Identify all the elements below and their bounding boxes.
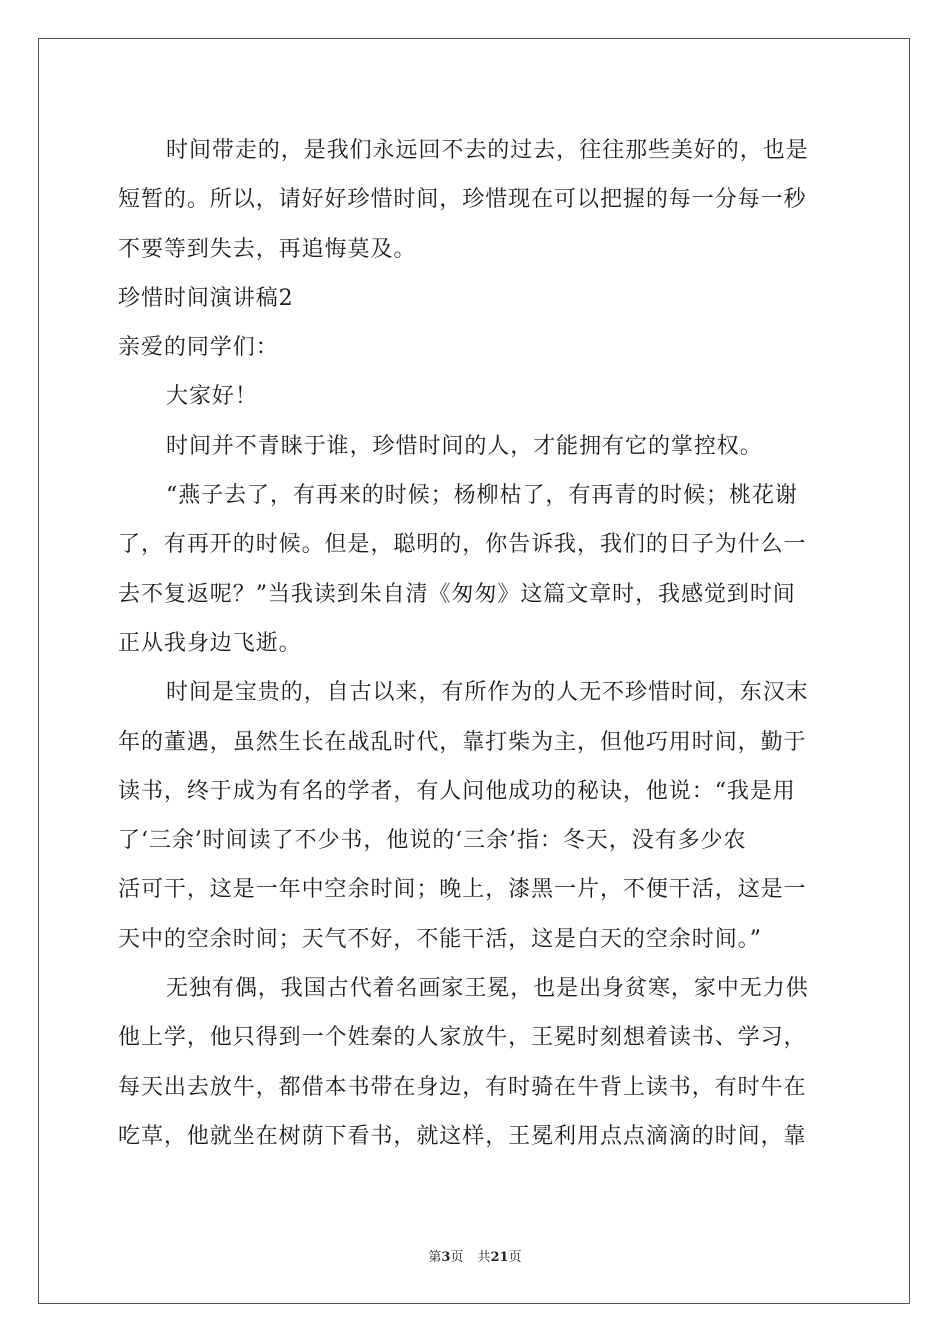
page-footer [0, 1246, 950, 1265]
text-line: 时间带走的，是我们永远回不去的过去，往往那些美好的，也是 [166, 138, 809, 163]
text-line: 天中的空余时间；天气不好，不能干活，这是白天的空余时间。” [118, 926, 762, 952]
text-line: 去不复返呢？”当我读到朱自清《匆匆》这篇文章时，我感觉到时间 [118, 581, 796, 607]
text-line: 他上学，他只得到一个姓秦的人家放牛，王冕时刻想着读书、学习， [118, 1025, 807, 1051]
page-suffix: 页 [450, 1250, 464, 1265]
text-line: “燕子去了，有再来的时候；杨柳枯了，有再青的时候；桃花谢 [166, 483, 798, 509]
total-pages: 21 [490, 1250, 509, 1265]
text-line: 了，有再开的时候。但是，聪明的，你告诉我，我们的日子为什么一 [118, 532, 807, 558]
text-line: 短暂的。所以，请好好珍惜时间，珍惜现在可以把握的每一分每一秒 [118, 187, 807, 213]
text-line: 时间并不青睐于谁，珍惜时间的人，才能拥有它的掌控权。 [166, 433, 763, 459]
page-number: 3 [441, 1250, 451, 1265]
total-suffix: 页 [508, 1250, 522, 1265]
text-line: 时间是宝贵的，自古以来，有所作为的人无不珍惜时间，东汉末 [166, 680, 809, 706]
text-line: 吃草，他就坐在树荫下看书，就这样，王冕利用点点滴滴的时间，靠 [118, 1123, 807, 1149]
text-line: 了‘三余’时间读了不少书，他说的‘三余’指：冬天，没有多少农 [118, 828, 747, 854]
total-prefix: 共 [477, 1250, 491, 1265]
text-line: 活可干，这是一年中空余时间；晚上，漆黑一片，不便干活，这是一 [118, 877, 807, 903]
greeting: 大家好！ [166, 384, 258, 410]
text-line: 读书，终于成为有名的学者，有人问他成功的秘诀，他说：“我是用 [118, 778, 796, 804]
text-line: 不要等到失去，再追悔莫及。 [118, 236, 417, 262]
document-body [118, 126, 834, 1161]
text-line: 正从我身边飞逝。 [118, 630, 302, 656]
section-title: 珍惜时间演讲稿2 [118, 285, 294, 311]
page-prefix: 第 [428, 1250, 442, 1265]
text-line: 每天出去放牛，都借本书带在身边，有时骑在牛背上读书，有时牛在 [118, 1074, 807, 1100]
text-line: 年的董遇，虽然生长在战乱时代，靠打柴为主，但他巧用时间，勤于 [118, 729, 807, 755]
salutation: 亲爱的同学们： [118, 335, 279, 361]
text-line: 无独有偶，我国古代着名画家王冕，也是出身贫寒，家中无力供 [166, 976, 809, 1002]
